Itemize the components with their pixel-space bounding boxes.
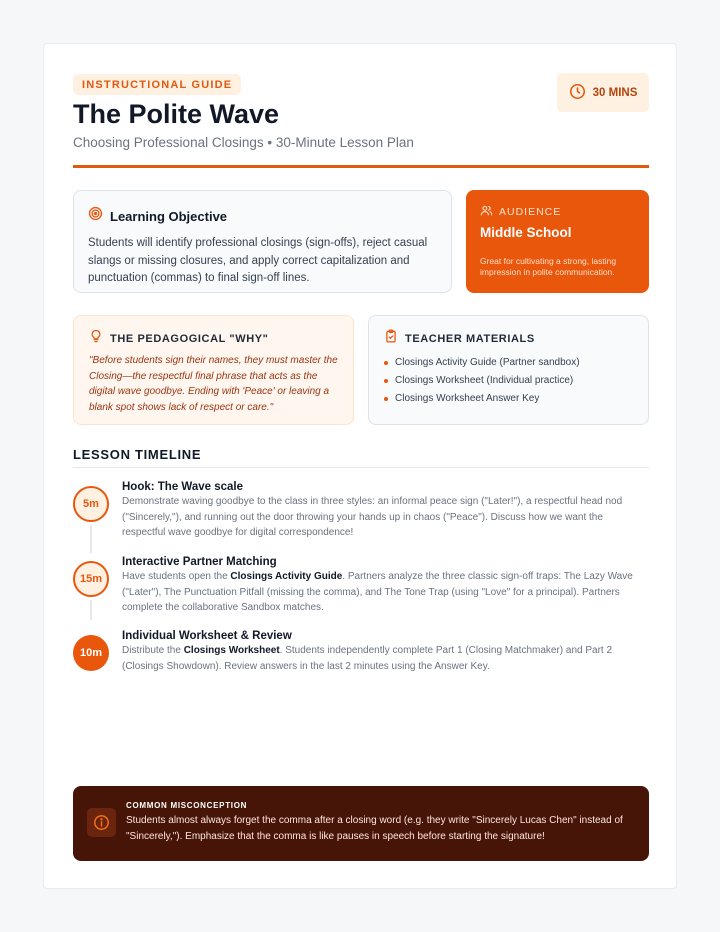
step-text: Have students open the [122, 571, 231, 582]
step-text: . Partners analyze the three classic sign-off traps: The Lazy Wave ("Later"), The Punctuation Pitfall (missing the comma), and The Tone Trap (using "Love" for a principal). Partners complete the collaborative Sandbox matches. [122, 571, 633, 613]
timeline-connector [90, 525, 92, 553]
audience-label: AUDIENCE [499, 206, 562, 218]
step-title: Individual Worksheet & Review [122, 630, 292, 642]
step-description [122, 643, 649, 674]
clock-icon [569, 83, 586, 103]
step-text-bold: Closings Worksheet [183, 645, 280, 656]
info-icon [87, 808, 116, 837]
header-divider [73, 165, 649, 168]
misconception-callout [73, 786, 649, 861]
materials-title: TEACHER MATERIALS [405, 332, 535, 345]
header [73, 74, 649, 166]
lightbulb-icon [89, 329, 103, 348]
step-time-badge: 15m [73, 561, 109, 597]
page-subtitle: Choosing Professional Closings • 30-Minute Lesson Plan [73, 135, 414, 150]
materials-list [384, 354, 633, 408]
step-body [122, 481, 649, 541]
page-title: The Polite Wave [73, 99, 280, 129]
step-description [122, 494, 649, 541]
step-text: Demonstrate waving goodbye to the class in three styles: an informal peace sign ("Later!"), a respectful head nod ("Sincerely,"), and running out the door throwing your hands up in chaos ("Peace"). Discuss how we want the respectful wave goodbye for digital correspondence! [122, 496, 623, 538]
audience-label-row [480, 204, 635, 220]
context-row [73, 315, 649, 425]
misconception-body [126, 801, 636, 845]
audience-card [466, 190, 649, 293]
why-quote: "Before students sign their names, they must master the Closing—the respectful final phrase that acts as the digital wave goodbye. Ending with 'Peace' or leaving a blank spot shows lack of respect or care." [89, 355, 338, 413]
target-icon [88, 206, 103, 226]
page-content [73, 74, 649, 842]
audience-value: Middle School [480, 225, 572, 240]
learning-objective-card [73, 190, 452, 293]
audience-note: Great for cultivating a strong, lasting impression in polite communication. [480, 256, 617, 277]
lesson-plan-page [43, 43, 677, 889]
timeline-divider [73, 467, 649, 468]
bullet-icon [384, 397, 388, 401]
step-time-badge: 5m [73, 486, 109, 522]
duration-badge [557, 73, 649, 112]
why-title: THE PEDAGOGICAL "WHY" [110, 332, 269, 345]
step-body [122, 556, 649, 616]
why-header [89, 329, 338, 348]
timeline-connector [90, 600, 92, 620]
list-item [384, 372, 633, 390]
step-title: Interactive Partner Matching [122, 556, 277, 568]
material-label: Closings Worksheet Answer Key [395, 393, 540, 404]
list-item [384, 354, 633, 372]
teacher-materials-card [368, 315, 649, 425]
bullet-icon [384, 361, 388, 365]
timeline-title: LESSON TIMELINE [73, 447, 202, 462]
guide-badge: INSTRUCTIONAL GUIDE [73, 74, 241, 95]
users-icon [480, 204, 493, 220]
material-label: Closings Activity Guide (Partner sandbox) [395, 357, 580, 368]
objective-text: Students will identify professional closings (sign-offs), reject casual slangs or missing closures, and apply correct capitalization and punctuation (commas) to final sign-off lines. [88, 237, 428, 284]
pedagogical-why-card [73, 315, 354, 425]
step-description [122, 569, 649, 616]
objective-header [88, 206, 437, 226]
step-time-badge: 10m [73, 635, 109, 671]
misconception-text: Students almost always forget the comma after a closing word (e.g. they write "Sincerely Lucas Chen" instead of "Sincerely,"). Emphasize that the comma is like pauses in speech before starting the signature! [126, 815, 623, 842]
step-text-bold: Closings Activity Guide [230, 571, 343, 582]
objective-title: Learning Objective [110, 208, 228, 224]
step-body [122, 630, 649, 674]
step-text: . Students independently complete Part 1 (Closing Matchmaker) and Part 2 (Closings Showdown). Review answers in the last 2 minutes using the Answer Key. [122, 645, 613, 672]
bullet-icon [384, 379, 388, 383]
misconception-label: COMMON MISCONCEPTION [126, 801, 248, 810]
materials-header [384, 329, 633, 348]
overview-row [73, 190, 649, 293]
step-title: Hook: The Wave scale [122, 481, 244, 493]
list-item [384, 390, 633, 408]
duration-label: 30 MINS [592, 86, 638, 99]
step-text: Distribute the [122, 645, 184, 656]
material-label: Closings Worksheet (Individual practice) [395, 375, 574, 386]
clipboard-icon [384, 329, 398, 348]
